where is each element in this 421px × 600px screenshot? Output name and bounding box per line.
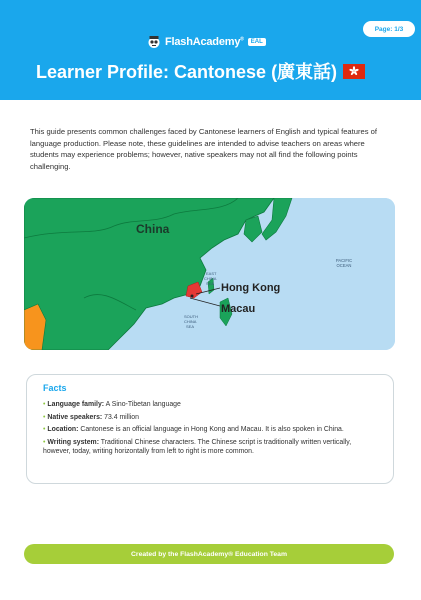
- fact-language-family: • Language family: A Sino-Tibetan language: [43, 401, 181, 408]
- map-label-macau: Macau: [221, 303, 256, 315]
- facts-title: Facts: [43, 383, 67, 393]
- map-label-pacific-2: OCEAN: [336, 263, 352, 268]
- header-banner: [0, 0, 421, 100]
- map-label-east-1: EAST: [206, 271, 217, 276]
- map-label-south-1: SOUTH: [184, 314, 198, 319]
- brand-logo: [147, 34, 266, 50]
- map-marker: [191, 295, 194, 298]
- hong-kong-flag-icon: [343, 64, 365, 79]
- intro-paragraph: This guide presents common challenges faced by Cantonese learners of English and typical features of language production. Please note, these guidelines are intended to advise teachers on areas where students may experience problems; however, native speakers may not all find the following points challenging.: [30, 127, 377, 171]
- fact-writing-system: • Writing system: Traditional Chinese characters. The Chinese script is traditionally written vertically, however, today, writing horizontally from left to right is more common.: [43, 438, 352, 456]
- brand-badge: EAL: [248, 38, 266, 46]
- fact-location: • Location: Cantonese is an official language in Hong Kong and Macau. It is also spoken in China.: [43, 426, 344, 434]
- location-map: [24, 198, 395, 350]
- page-indicator: Page: 1/3: [363, 21, 415, 37]
- brand-name: FlashAcademy®: [165, 36, 244, 48]
- map-label-south-3: SEA: [186, 324, 195, 329]
- map-label-hong-kong: Hong Kong: [221, 282, 281, 294]
- mascot-icon: [147, 35, 161, 49]
- map-label-south-2: CHINA: [184, 319, 197, 324]
- map-label-east-2: CHINA: [204, 276, 217, 281]
- fact-native-speakers: • Native speakers: 73.4 million: [43, 413, 139, 421]
- map-label-pacific-1: PACIFIC: [335, 258, 353, 263]
- map-label-china: China: [136, 222, 170, 236]
- facts-panel: [26, 374, 394, 484]
- footer-banner: Created by the FlashAcademy® Education Team: [24, 544, 394, 564]
- page-title: Learner Profile: Cantonese (廣東話): [36, 58, 365, 84]
- map-label-east-3: SEA: [206, 281, 215, 286]
